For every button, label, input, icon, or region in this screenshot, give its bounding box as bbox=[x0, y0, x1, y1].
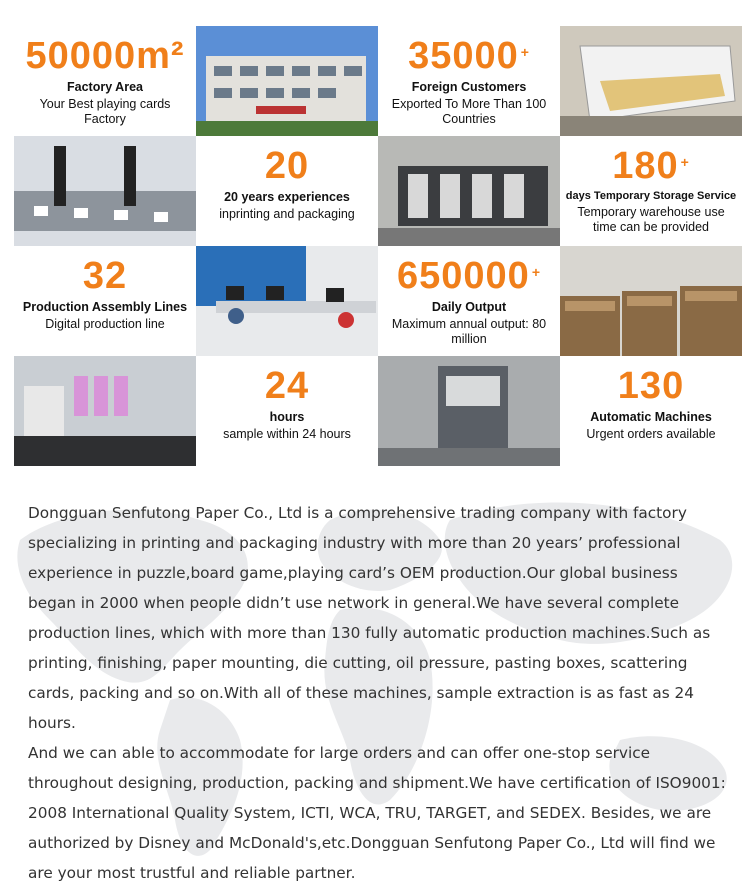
stat-value: 20 bbox=[264, 145, 310, 187]
stat-value: 50000m² bbox=[25, 35, 185, 77]
company-description bbox=[28, 498, 728, 888]
stat-sub: inprinting and packaging bbox=[219, 207, 355, 221]
stat-years-experience bbox=[196, 136, 378, 246]
factory-building-photo bbox=[196, 26, 378, 136]
stat-value: 35000 + bbox=[408, 35, 530, 77]
stat-sub: Your Best playing cards Factory bbox=[39, 97, 171, 126]
stat-sub: Urgent orders available bbox=[586, 427, 716, 441]
stat-label: days Temporary Storage Service bbox=[565, 190, 737, 202]
stat-label: Foreign Customers bbox=[411, 80, 527, 94]
stat-label: Automatic Machines bbox=[590, 410, 712, 424]
stat-sub: Exported To More Than 100 Countries bbox=[391, 97, 547, 126]
stat-sub: Maximum annual output: 80 million bbox=[391, 317, 547, 346]
stat-label: Factory Area bbox=[67, 80, 143, 94]
description-paragraph-1: Dongguan Senfutong Paper Co., Ltd is a comprehensive trading company with factory specializing in printing and packaging industry with more than 20 years’ professional experience in puzzle,board game,playing card’s OEM production.Our global business began in 2000 when people didn’t use network in general.We have several complete production lines, which with more than 130 fully automatic production machines.Such as printing, finishing, paper mounting, die cutting, oil pressure, pasting boxes, scattering cards, packing and so on.With all of these machines, sample extraction is as fast as 24 hours. bbox=[28, 504, 711, 732]
stat-sub: Digital production line bbox=[45, 317, 165, 331]
stat-sample-hours bbox=[196, 356, 378, 466]
stat-label: hours bbox=[269, 410, 305, 424]
stat-automatic-machines bbox=[560, 356, 742, 466]
stat-storage-service bbox=[560, 136, 742, 246]
stat-value: 32 bbox=[82, 255, 128, 297]
packing-machine-photo bbox=[14, 356, 196, 466]
stat-sub: sample within 24 hours bbox=[223, 427, 351, 441]
description-paragraph-2: And we can able to accommodate for large orders and can offer one-stop service throughout designing, production, packing and shipment.We have certification of ISO9001: 2008 International Quality System, ICTI, WCA, TRU, TARGET, and SEDEX. Besides, we are authorized by Disney and McDonald's,etc.Dongguan Senfutong Paper Co., Ltd will find we are your most trustful and reliable partner. bbox=[28, 744, 726, 882]
stat-factory-area bbox=[14, 26, 196, 136]
stat-label: 20 years experiences bbox=[224, 190, 350, 204]
stat-value: 24 bbox=[264, 365, 310, 407]
printing-press-photo bbox=[378, 136, 560, 246]
stat-label: Daily Output bbox=[431, 300, 507, 314]
stat-label: Production Assembly Lines bbox=[22, 300, 188, 314]
printing-conveyor-photo bbox=[560, 26, 742, 136]
office-workers-photo bbox=[196, 246, 378, 356]
stat-value: 130 bbox=[617, 365, 685, 407]
stat-foreign-customers bbox=[378, 26, 560, 136]
stat-assembly-lines bbox=[14, 246, 196, 356]
stat-sub: Temporary warehouse use time can be provided bbox=[577, 205, 725, 234]
robot-assembly-line-photo bbox=[14, 136, 196, 246]
stat-value: 180 + bbox=[612, 145, 690, 187]
warehouse-boxes-photo bbox=[560, 246, 742, 356]
industrial-press-photo bbox=[378, 356, 560, 466]
stat-value: 650000 + bbox=[397, 255, 541, 297]
stat-daily-output bbox=[378, 246, 560, 356]
